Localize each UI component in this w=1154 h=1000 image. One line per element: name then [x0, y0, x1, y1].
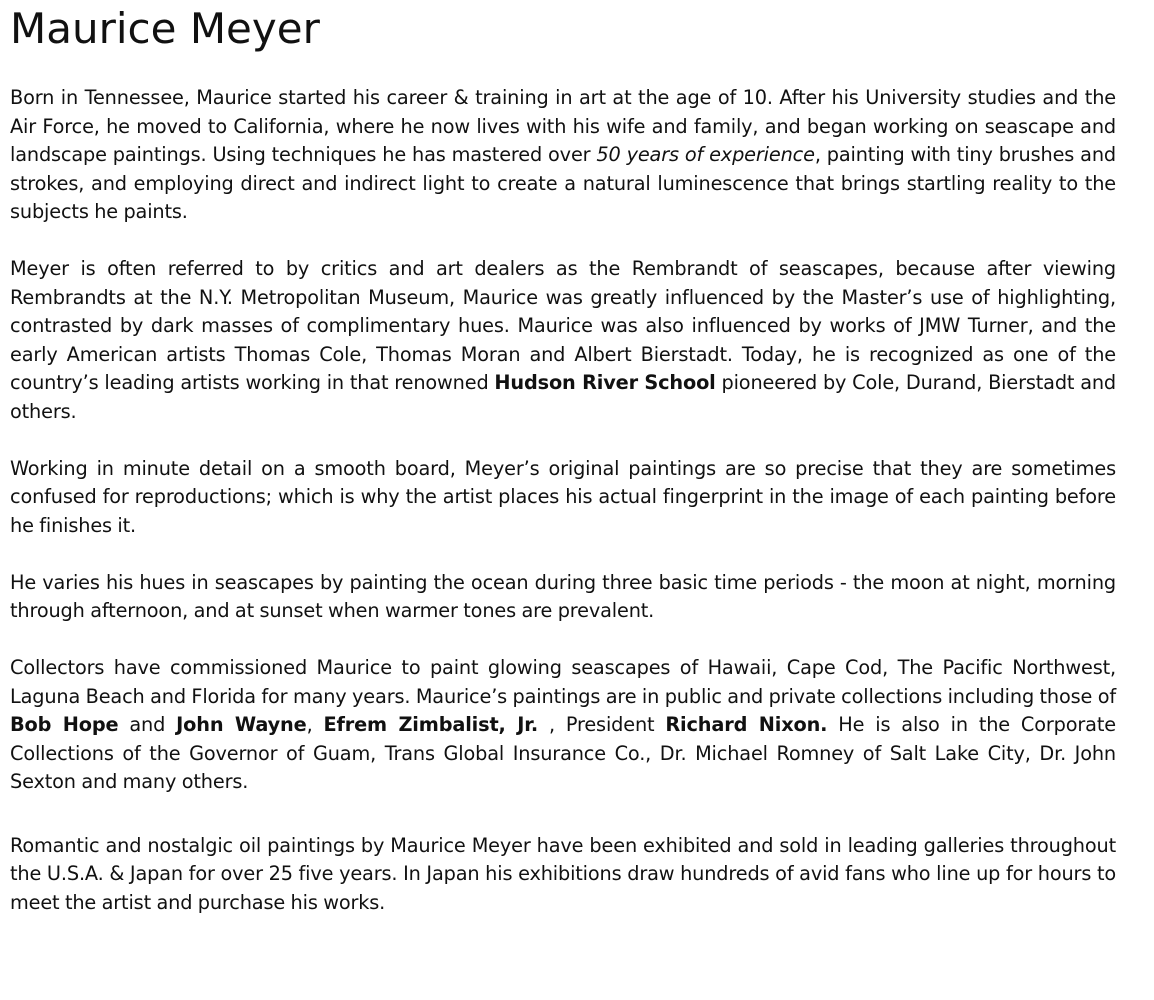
page-title: Maurice Meyer	[10, 4, 320, 53]
paragraph-technique: Working in minute detail on a smooth board, Meyer’s original paintings are so precise that they are sometimes confused for reproductions; which is why the artist places his actual fingerprint in the image of each painting before he finishes it.	[10, 456, 1116, 537]
p1-emphasis: 50 years of experience	[596, 143, 815, 166]
paragraph-hues: He varies his hues in seascapes by painting the ocean during three basic time periods - the moon at night, morning through afternoon, and at sunset when warmer tones are prevalent.	[10, 570, 1116, 622]
paragraph-exhibitions: Romantic and nostalgic oil paintings by Maurice Meyer have been exhibited and sold in leading galleries throughout the U.S.A. & Japan for over 25 five years. In Japan his exhibitions draw hundreds of avid fans who line up for hours to meet the artist and purchase his works.	[10, 833, 1116, 914]
p5-text-d: , President	[538, 713, 666, 736]
paragraph-collectors	[10, 654, 1116, 797]
p2-text-a: Meyer is often referred to by critics and art dealers as the Rembrandt of seascapes, because after viewing Rembrandts at the N.Y. Metropolitan Museum, Maurice was greatly influenced by the Master’s use of highlighting, contrasted by dark masses of complimentary hues. Maurice was also influenced by works of JMW Turner, and the early American artists Thomas Cole, Thomas Moran and Albert Bierstadt. Today, he is recognized as one of the country’s leading artists working in that renowned	[10, 257, 1116, 394]
paragraph-early-career	[10, 84, 1116, 227]
p5-text-b: and	[118, 713, 177, 736]
p1-text-b: , painting with tiny brushes and strokes, and employing direct and indirect light to create a natural luminescence that brings startling reality to the subjects he paints.	[10, 143, 1116, 223]
collector-richard-nixon: Richard Nixon.	[665, 713, 828, 736]
p5-text-c: ,	[306, 713, 324, 736]
hudson-river-school: Hudson River School	[494, 371, 716, 394]
p5-text-a: Collectors have commissioned Maurice to paint glowing seascapes of Hawaii, Cape Cod, The Pacific Northwest, Laguna Beach and Florida for many years. Maurice’s paintings are in public and private collections including those of	[10, 656, 1117, 708]
biography-page	[10, 0, 1116, 917]
collector-bob-hope: Bob Hope	[10, 713, 119, 736]
collector-efrem-zimbalist: Efrem Zimbalist, Jr.	[323, 713, 539, 736]
paragraph-influences	[10, 255, 1116, 426]
p1-text-a: Born in Tennessee, Maurice started his career & training in art at the age of 10. After his University studies and the Air Force, he moved to California, where he now lives with his wife and family, and began working on seascape and landscape paintings. Using techniques he has mastered over	[10, 86, 1116, 166]
collector-john-wayne: John Wayne	[176, 713, 307, 736]
p5-text-e: He is also in the Corporate Collections of the Governor of Guam, Trans Global Insurance Co., Dr. Michael Romney of Salt Lake City, Dr. John Sexton and many others.	[10, 713, 1116, 793]
p2-text-b: pioneered by Cole, Durand, Bierstadt and others.	[10, 371, 1117, 423]
